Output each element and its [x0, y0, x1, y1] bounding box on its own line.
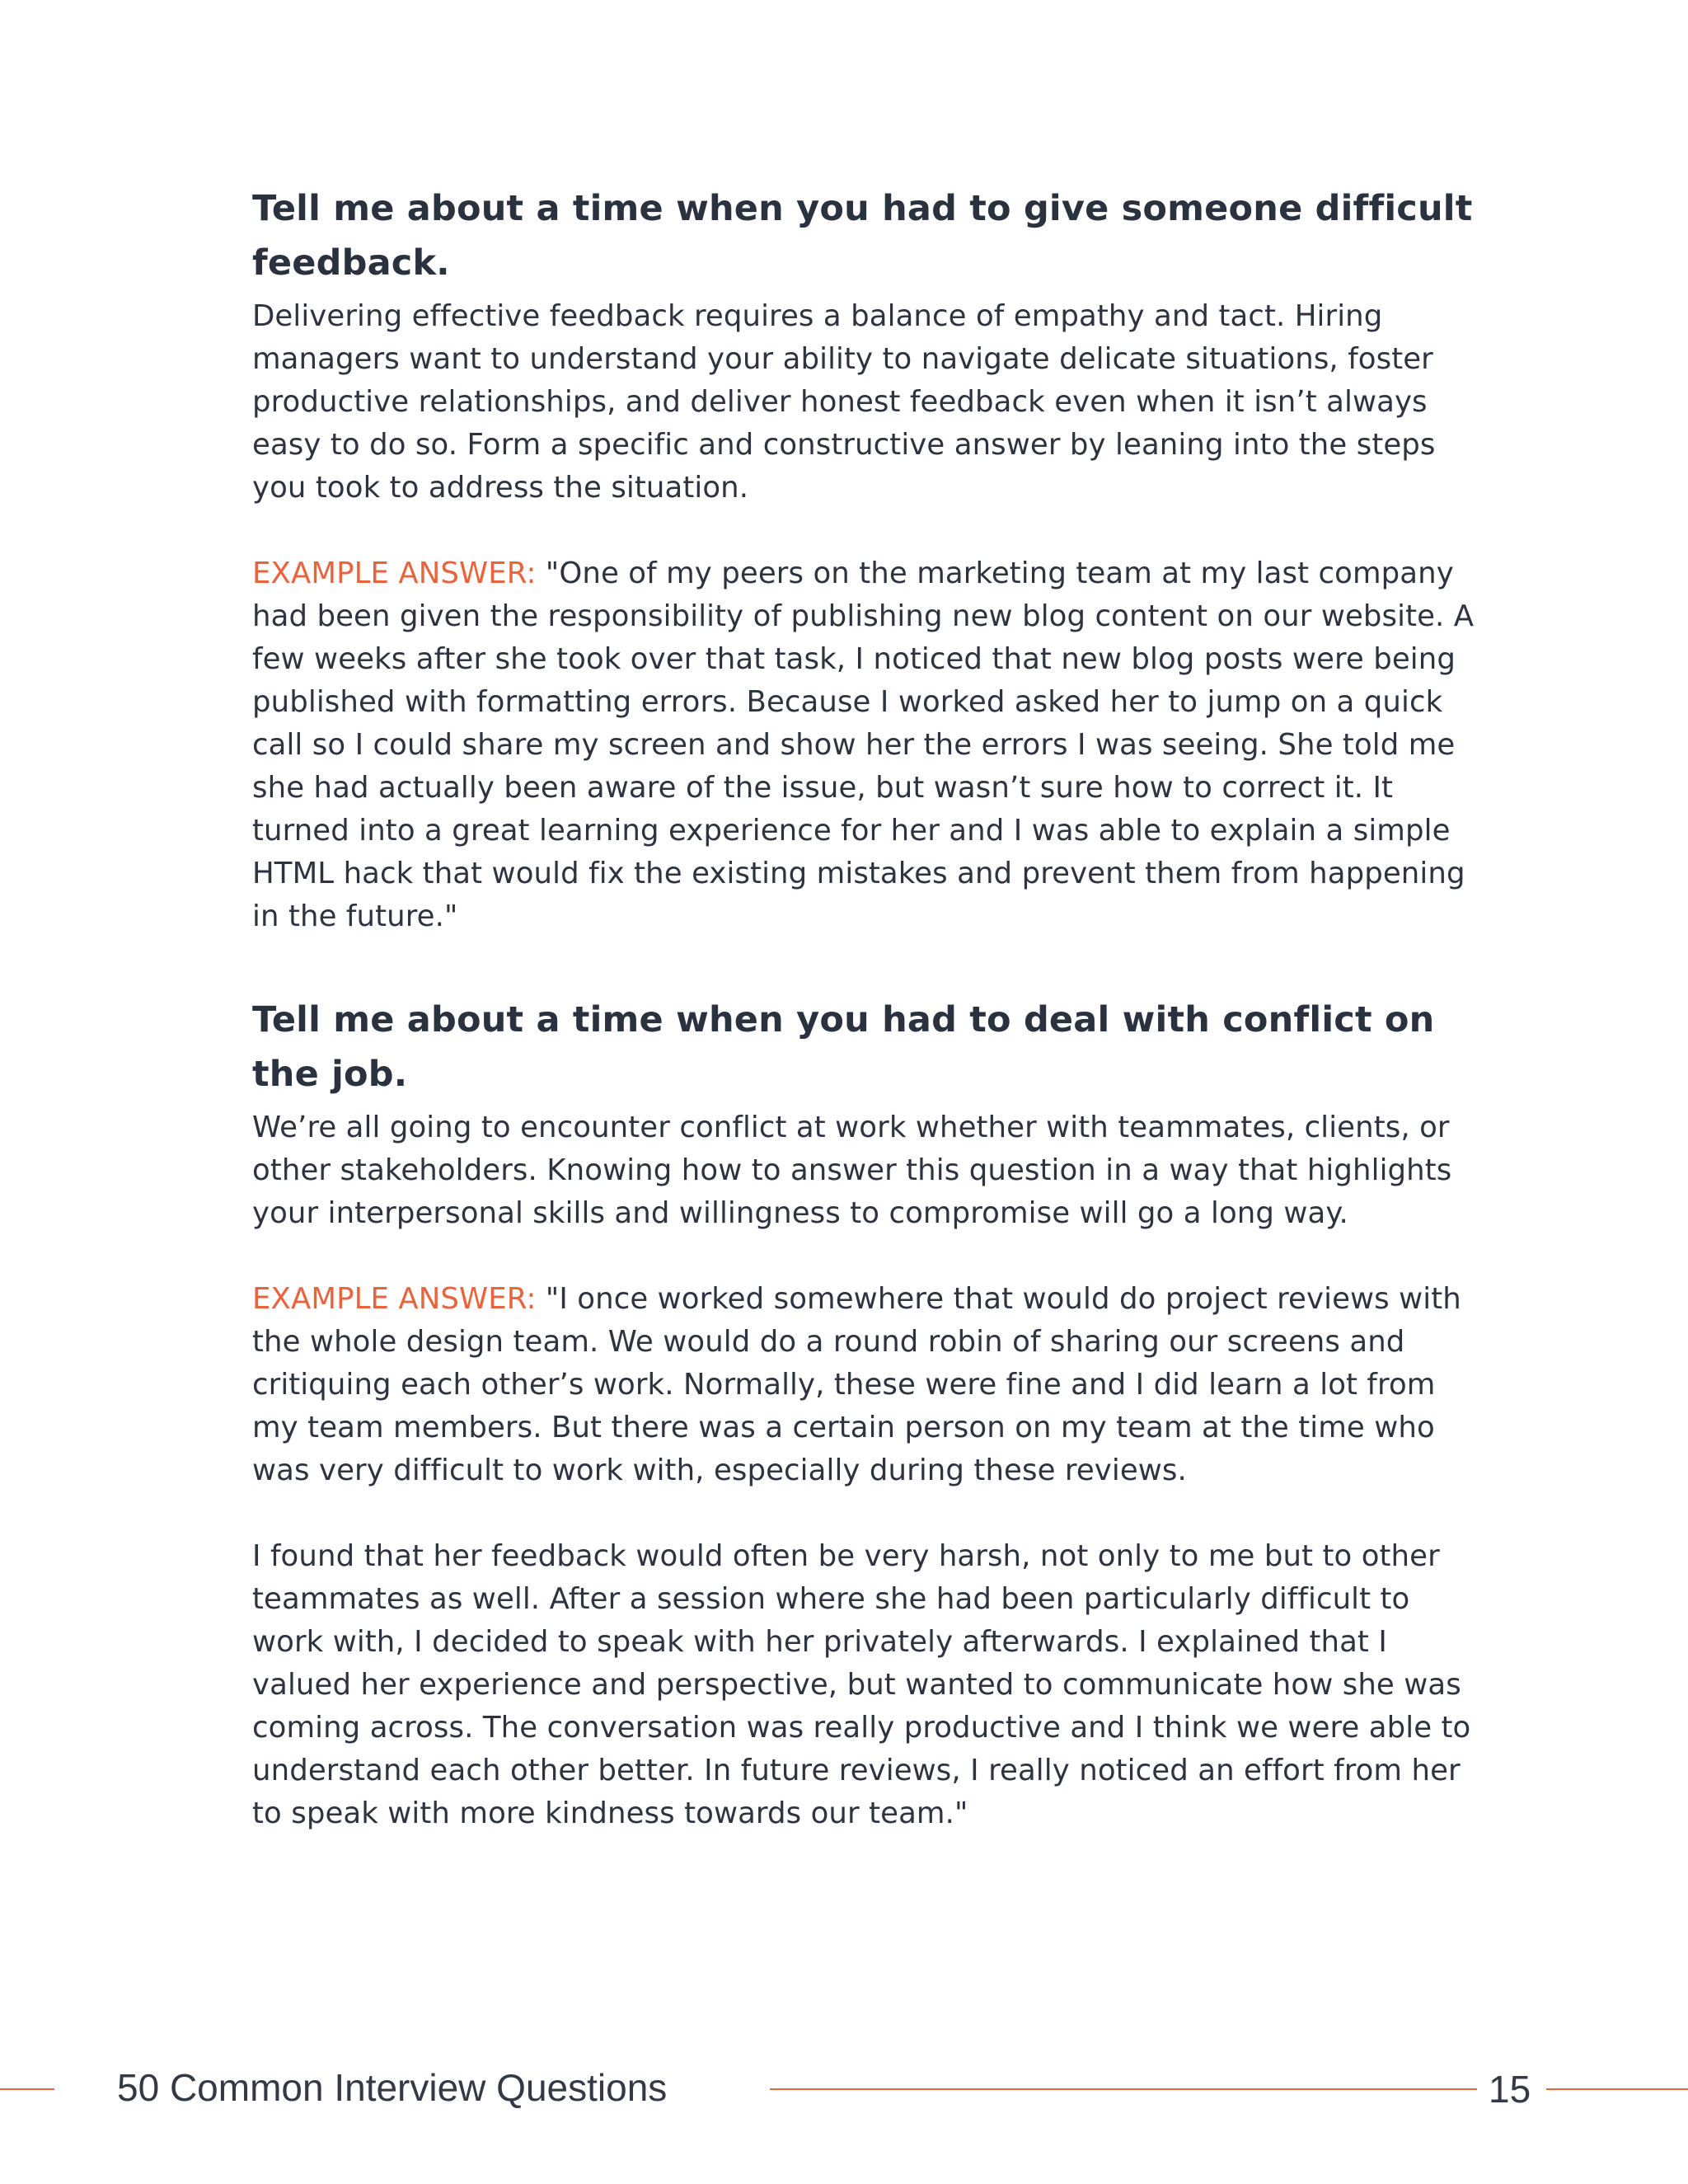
example-answer-label: EXAMPLE ANSWER:	[252, 1282, 537, 1316]
example-answer-feedback	[252, 552, 1480, 938]
footer-rule-right	[1546, 2088, 1688, 2090]
example-answer-label: EXAMPLE ANSWER:	[252, 557, 537, 590]
example-answer-text: "I once worked somewhere that would do project reviews with the whole design team. We would do a round robin of sharing our screens and critiquing each other’s work. Normally, these were fine and I did learn a lot from my team members. But there was a certain person on my team at the time who was very difficult to work with, especially during these reviews.	[252, 1282, 1461, 1487]
question-intro-conflict: We’re all going to encounter conflict at work whether with teammates, clients, or other stakeholders. Knowing how to answer this question in a way that highlights your interpersonal skills and willingness to compromise will go a long way.	[252, 1111, 1452, 1230]
question-heading-feedback: Tell me about a time when you had to give someone difficult feedback.	[252, 188, 1473, 284]
page-footer	[0, 2061, 1688, 2119]
example-answer-text: "One of my peers on the marketing team at my last company had been given the responsibility of publishing new blog content on our website. A few weeks after she took over that task, I noticed that new blog posts were being published with formatting errors. Because I worked asked her to jump on a quick call so I could share my screen and show her the errors I was seeing. She told me she had actually been aware of the issue, but wasn’t sure how to correct it. It turned into a great learning experience for her and I was able to explain a simple HTML hack that would fix the existing mistakes and prevent them from happening in the future."	[252, 557, 1475, 933]
example-answer-conflict	[252, 1278, 1480, 1492]
question-heading-conflict: Tell me about a time when you had to deal with conflict on the job.	[252, 999, 1435, 1095]
page-number: 15	[1489, 2068, 1531, 2111]
footer-rule-middle	[770, 2088, 1477, 2090]
footer-rule-left	[0, 2088, 54, 2090]
example-answer-conflict-continued: I found that her feedback would often be very harsh, not only to me but to other teammates as well. After a session where she had been particularly difficult to work with, I decided to speak with her privately afterwards. I explained that I valued her experience and perspective, but wanted to communicate how she was coming across. The conversation was really productive and I think we were able to understand each other better. In future reviews, I really noticed an effort from her to speak with more kindness towards our team."	[252, 1539, 1471, 1830]
question-intro-feedback: Delivering effective feedback requires a balance of empathy and tact. Hiring managers want to understand your ability to navigate delicate situations, foster productive relationships, and deliver honest feedback even when it isn’t always easy to do so. Form a specific and constructive answer by leaning into the steps you took to address the situation.	[252, 299, 1436, 505]
page-content	[252, 181, 1480, 1835]
footer-title: 50 Common Interview Questions	[117, 2066, 668, 2109]
